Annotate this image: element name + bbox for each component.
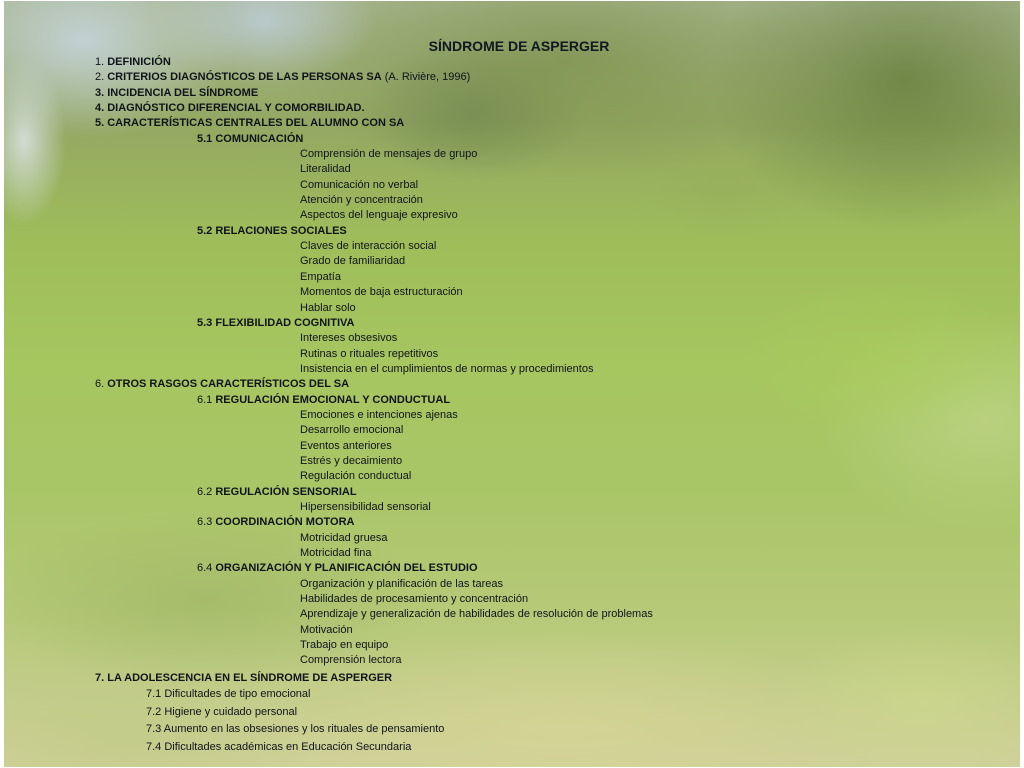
section-number: 1. [95,56,108,68]
list-item: Rutinas o rituales repetitivos [300,347,439,360]
list-item: Eventos anteriores [300,439,392,452]
slide-title: SÍNDROME DE ASPERGER [428,38,610,54]
list-item: Grado de familiaridad [300,255,406,268]
list-item: Aspectos del lenguaje expresivo [300,209,458,222]
list-item: Momentos de baja estructuración [300,286,463,299]
subsection-label: ORGANIZACIÓN Y PLANIFICACIÓN DEL ESTUDIO [215,562,478,575]
subsection-6-2 [4,485,1020,500]
subsection-number: 6.2 [197,485,216,498]
list-item: Insistencia en el cumplimientos de normas y procedimientos [300,362,594,375]
subsection-label: REGULACIÓN SENSORIAL [215,485,357,498]
list-item: Habilidades de procesamiento y concentración [300,593,529,606]
section-7: 7. LA ADOLESCENCIA EN EL SÍNDROME DE ASPERGER [95,671,393,684]
list-item: Hablar solo [300,301,356,314]
list-item: Emociones e intenciones ajenas [300,408,458,421]
section-label: CRITERIOS DIAGNÓSTICOS DE LAS PERSONAS SA [107,71,382,84]
list-item: Comunicación no verbal [300,178,419,191]
list-item: Motivación [300,623,353,636]
subsection-5-2: 5.2 RELACIONES SOCIALES [197,224,347,237]
subsection-number: 6.1 [197,393,216,406]
list-item: Empatía [300,270,341,283]
list-item: Comprensión de mensajes de grupo [300,148,478,161]
section-6 [4,377,1020,392]
section-5: 5. CARACTERÍSTICAS CENTRALES DEL ALUMNO CON SA [95,117,405,130]
section-1 [4,55,1020,70]
subsection-label: COORDINACIÓN MOTORA [215,516,355,529]
section-3: 3. INCIDENCIA DEL SÍNDROME [95,86,259,99]
list-item: Hipersensibilidad sensorial [300,500,431,513]
subsection-number: 6.3 [197,516,216,529]
list-item: 7.1 Dificultades de tipo emocional [146,688,311,701]
list-item: 7.3 Aumento en las obsesiones y los rituales de pensamiento [146,723,445,736]
subsection-6-3 [4,515,1020,530]
list-item: Regulación conductual [300,470,412,483]
list-item: Atención y concentración [300,194,423,207]
section-label: DEFINICIÓN [107,56,171,68]
list-item: Claves de interacción social [300,240,437,253]
section-4: 4. DIAGNÓSTICO DIFERENCIAL Y COMORBILIDAD. [95,102,365,115]
list-item: Comprensión lectora [300,654,402,667]
section-number: 6. [95,378,108,391]
subsection-label: REGULACIÓN EMOCIONAL Y CONDUCTUAL [215,393,451,406]
list-item: Trabajo en equipo [300,639,389,652]
list-item: Estrés y decaimiento [300,454,403,467]
list-item: Organización y planificación de las tareas [300,577,504,590]
list-item: 7.2 Higiene y cuidado personal [146,705,298,718]
subsection-5-1: 5.1 COMUNICACIÓN [197,132,304,145]
list-item: Literalidad [300,163,351,176]
slide [4,1,1020,767]
list-item: Motricidad fina [300,547,372,559]
subsection-number: 6.4 [197,562,216,575]
table-of-contents [4,55,1020,756]
section-number: 2. [95,71,108,84]
list-item: Desarrollo emocional [300,424,404,437]
list-item: 7.4 Dificultades académicas en Educación Secundaria [146,740,412,753]
list-item: Intereses obsesivos [300,332,398,345]
subsection-5-3: 5.3 FLEXIBILIDAD COGNITIVA [197,316,355,329]
subsection-6-4 [4,561,1020,576]
section-citation: (A. Rivière, 1996) [381,71,471,84]
section-label: OTROS RASGOS CARACTERÍSTICOS DEL SA [107,378,350,391]
section-2 [4,70,1020,85]
list-item: Motricidad gruesa [300,531,388,544]
subsection-6-1 [4,393,1020,408]
list-item: Aprendizaje y generalización de habilidades de resolución de problemas [300,608,653,621]
